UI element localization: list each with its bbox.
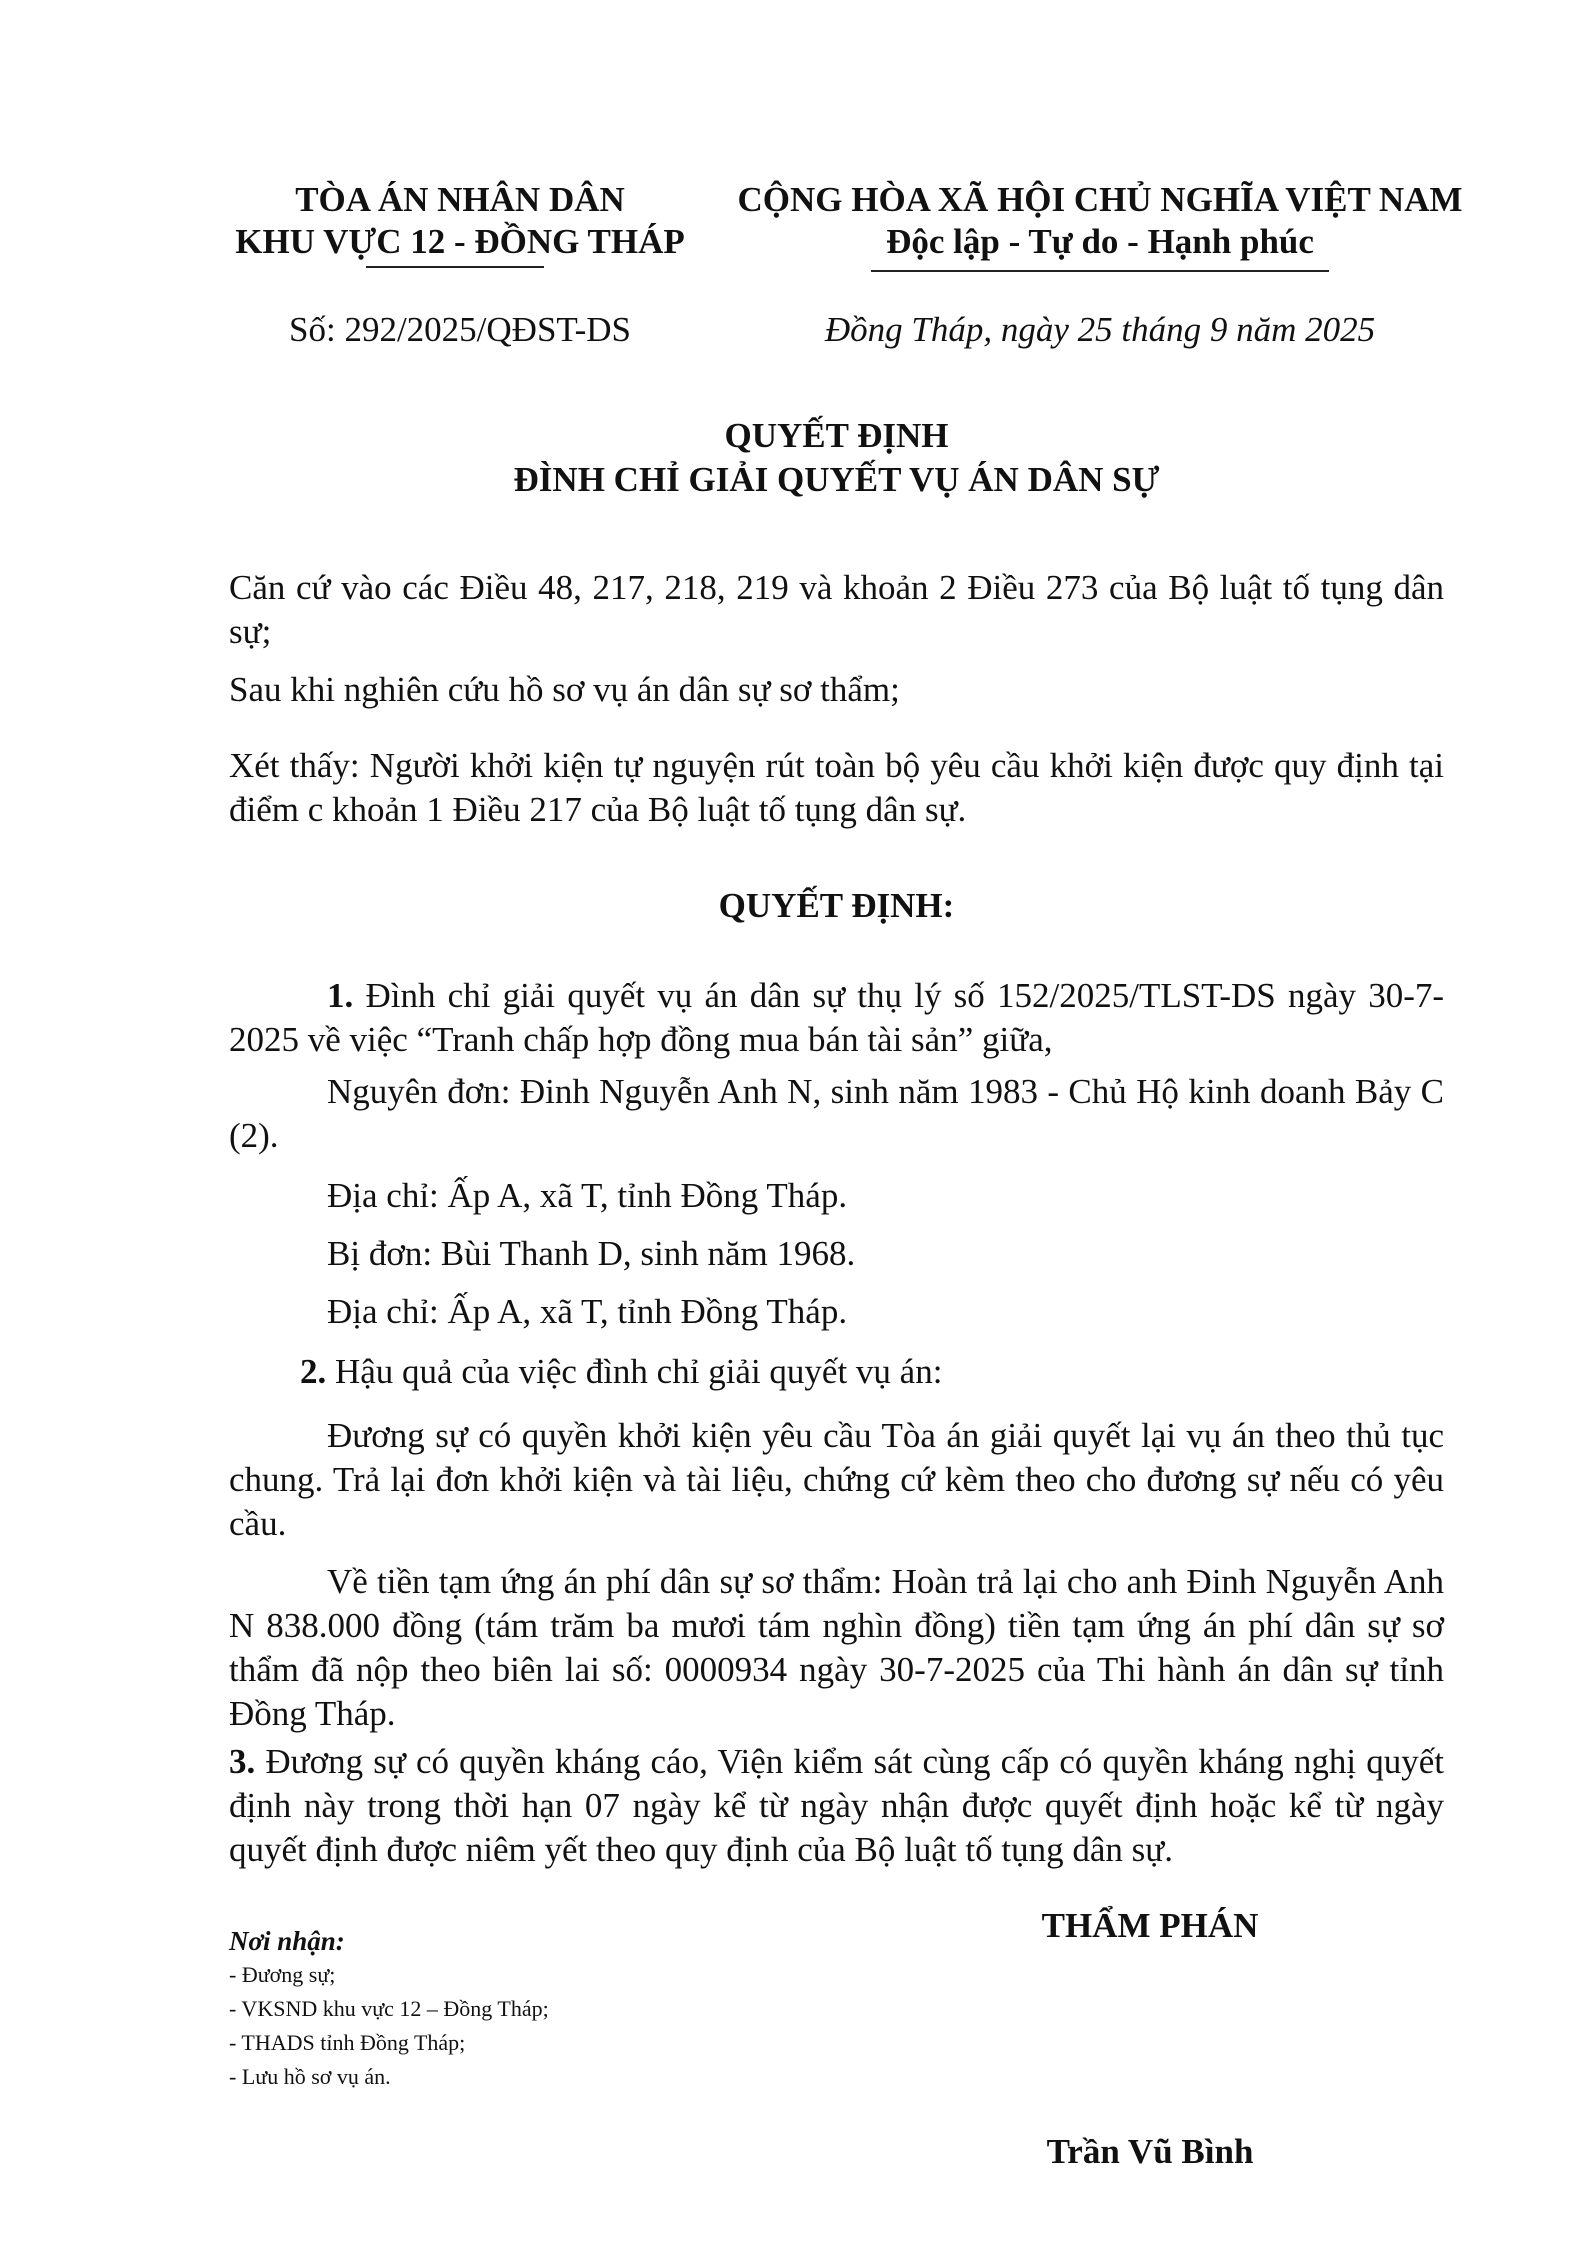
item-2 [300, 1350, 1444, 1394]
item-2-text: Hậu quả của việc đình chỉ giải quyết vụ án: [335, 1352, 943, 1391]
document-number: Số: 292/2025/QĐST-DS [289, 310, 631, 349]
item-3 [229, 1740, 1444, 1872]
consequence-refile: Đương sự có quyền khởi kiện yêu cầu Tòa án giải quyết lại vụ án theo thủ tục chung. Trả lại đơn khởi kiện và tài liệu, chứng cứ kèm theo cho đương sự nếu có yêu cầu. [229, 1416, 1444, 1543]
decision-heading: QUYẾT ĐỊNH: [718, 886, 955, 925]
recipient-item: - THADS tỉnh Đồng Tháp; [229, 2030, 466, 2055]
after-review: Sau khi nghiên cứu hồ sơ vụ án dân sự sơ thẩm; [229, 670, 900, 709]
recipient-item: - Lưu hồ sơ vụ án. [229, 2064, 391, 2089]
recipient-item: - Đương sự; [229, 1962, 336, 1987]
decision-title: QUYẾT ĐỊNH [724, 416, 949, 455]
nation-motto: Độc lập - Tự do - Hạnh phúc [886, 222, 1314, 261]
recipient-item: - VKSND khu vực 12 – Đồng Tháp; [229, 1996, 549, 2021]
defendant: Bị đơn: Bùi Thanh D, sinh năm 1968. [327, 1234, 856, 1273]
item-3-number: 3. [229, 1742, 256, 1781]
court-district: KHU VỰC 12 - ĐỒNG THÁP [235, 222, 685, 261]
plaintiff: Nguyên đơn: Đinh Nguyễn Anh N, sinh năm 1983 - Chủ Hộ kinh doanh Bảy C (2). [229, 1072, 1444, 1155]
court-underline [366, 266, 544, 268]
nation-title: CỘNG HÒA XÃ HỘI CHỦ NGHĨA VIỆT NAM [737, 180, 1463, 219]
item-1-text: Đình chỉ giải quyết vụ án dân sự thụ lý số 152/2025/TLST-DS ngày 30-7-2025 về việc “Tranh chấp hợp đồng mua bán tài sản” giữa, [229, 976, 1445, 1059]
legal-basis: Căn cứ vào các Điều 48, 217, 218, 219 và khoản 2 Điều 273 của Bộ luật tố tụng dân sự; [229, 568, 1444, 651]
signer-name: Trần Vũ Bình [1046, 2132, 1254, 2171]
item-3-text: Đương sự có quyền kháng cáo, Viện kiểm sát cùng cấp có quyền kháng nghị quyết định này trong thời hạn 07 ngày kể từ ngày nhận được quyết định hoặc kể từ ngày quyết định được niêm yết theo quy định của Bộ luật tố tụng dân sự. [229, 1742, 1445, 1869]
plaintiff-address: Địa chỉ: Ấp A, xã T, tỉnh Đồng Tháp. [327, 1176, 848, 1215]
place-date: Đồng Tháp, ngày 25 tháng 9 năm 2025 [824, 310, 1376, 349]
item-1 [229, 974, 1444, 1062]
consequence-fee-refund: Về tiền tạm ứng án phí dân sự sơ thẩm: Hoàn trả lại cho anh Đinh Nguyễn Anh N 838.000 đồng (tám trăm ba mươi tám nghìn đồng) tiền tạm ứng án phí dân sự sơ thẩm đã nộp theo biên lai số: 0000934 ngày 30-7-2025 của Thi hành án dân sự tỉnh Đồng Tháp. [229, 1562, 1444, 1733]
court-name: TÒA ÁN NHÂN DÂN [295, 180, 625, 219]
item-2-number: 2. [300, 1352, 327, 1391]
considering: Xét thấy: Người khởi kiện tự nguyện rút toàn bộ yêu cầu khởi kiện được quy định tại điểm c khoản 1 Điều 217 của Bộ luật tố tụng dân sự. [229, 746, 1444, 829]
recipients-title: Nơi nhận: [229, 1926, 345, 1956]
defendant-address: Địa chỉ: Ấp A, xã T, tỉnh Đồng Tháp. [327, 1292, 848, 1331]
item-1-number: 1. [327, 976, 354, 1015]
signer-role: THẨM PHÁN [1041, 1906, 1259, 1945]
decision-subtitle: ĐÌNH CHỈ GIẢI QUYẾT VỤ ÁN DÂN SỰ [513, 460, 1160, 499]
motto-underline [871, 270, 1329, 272]
